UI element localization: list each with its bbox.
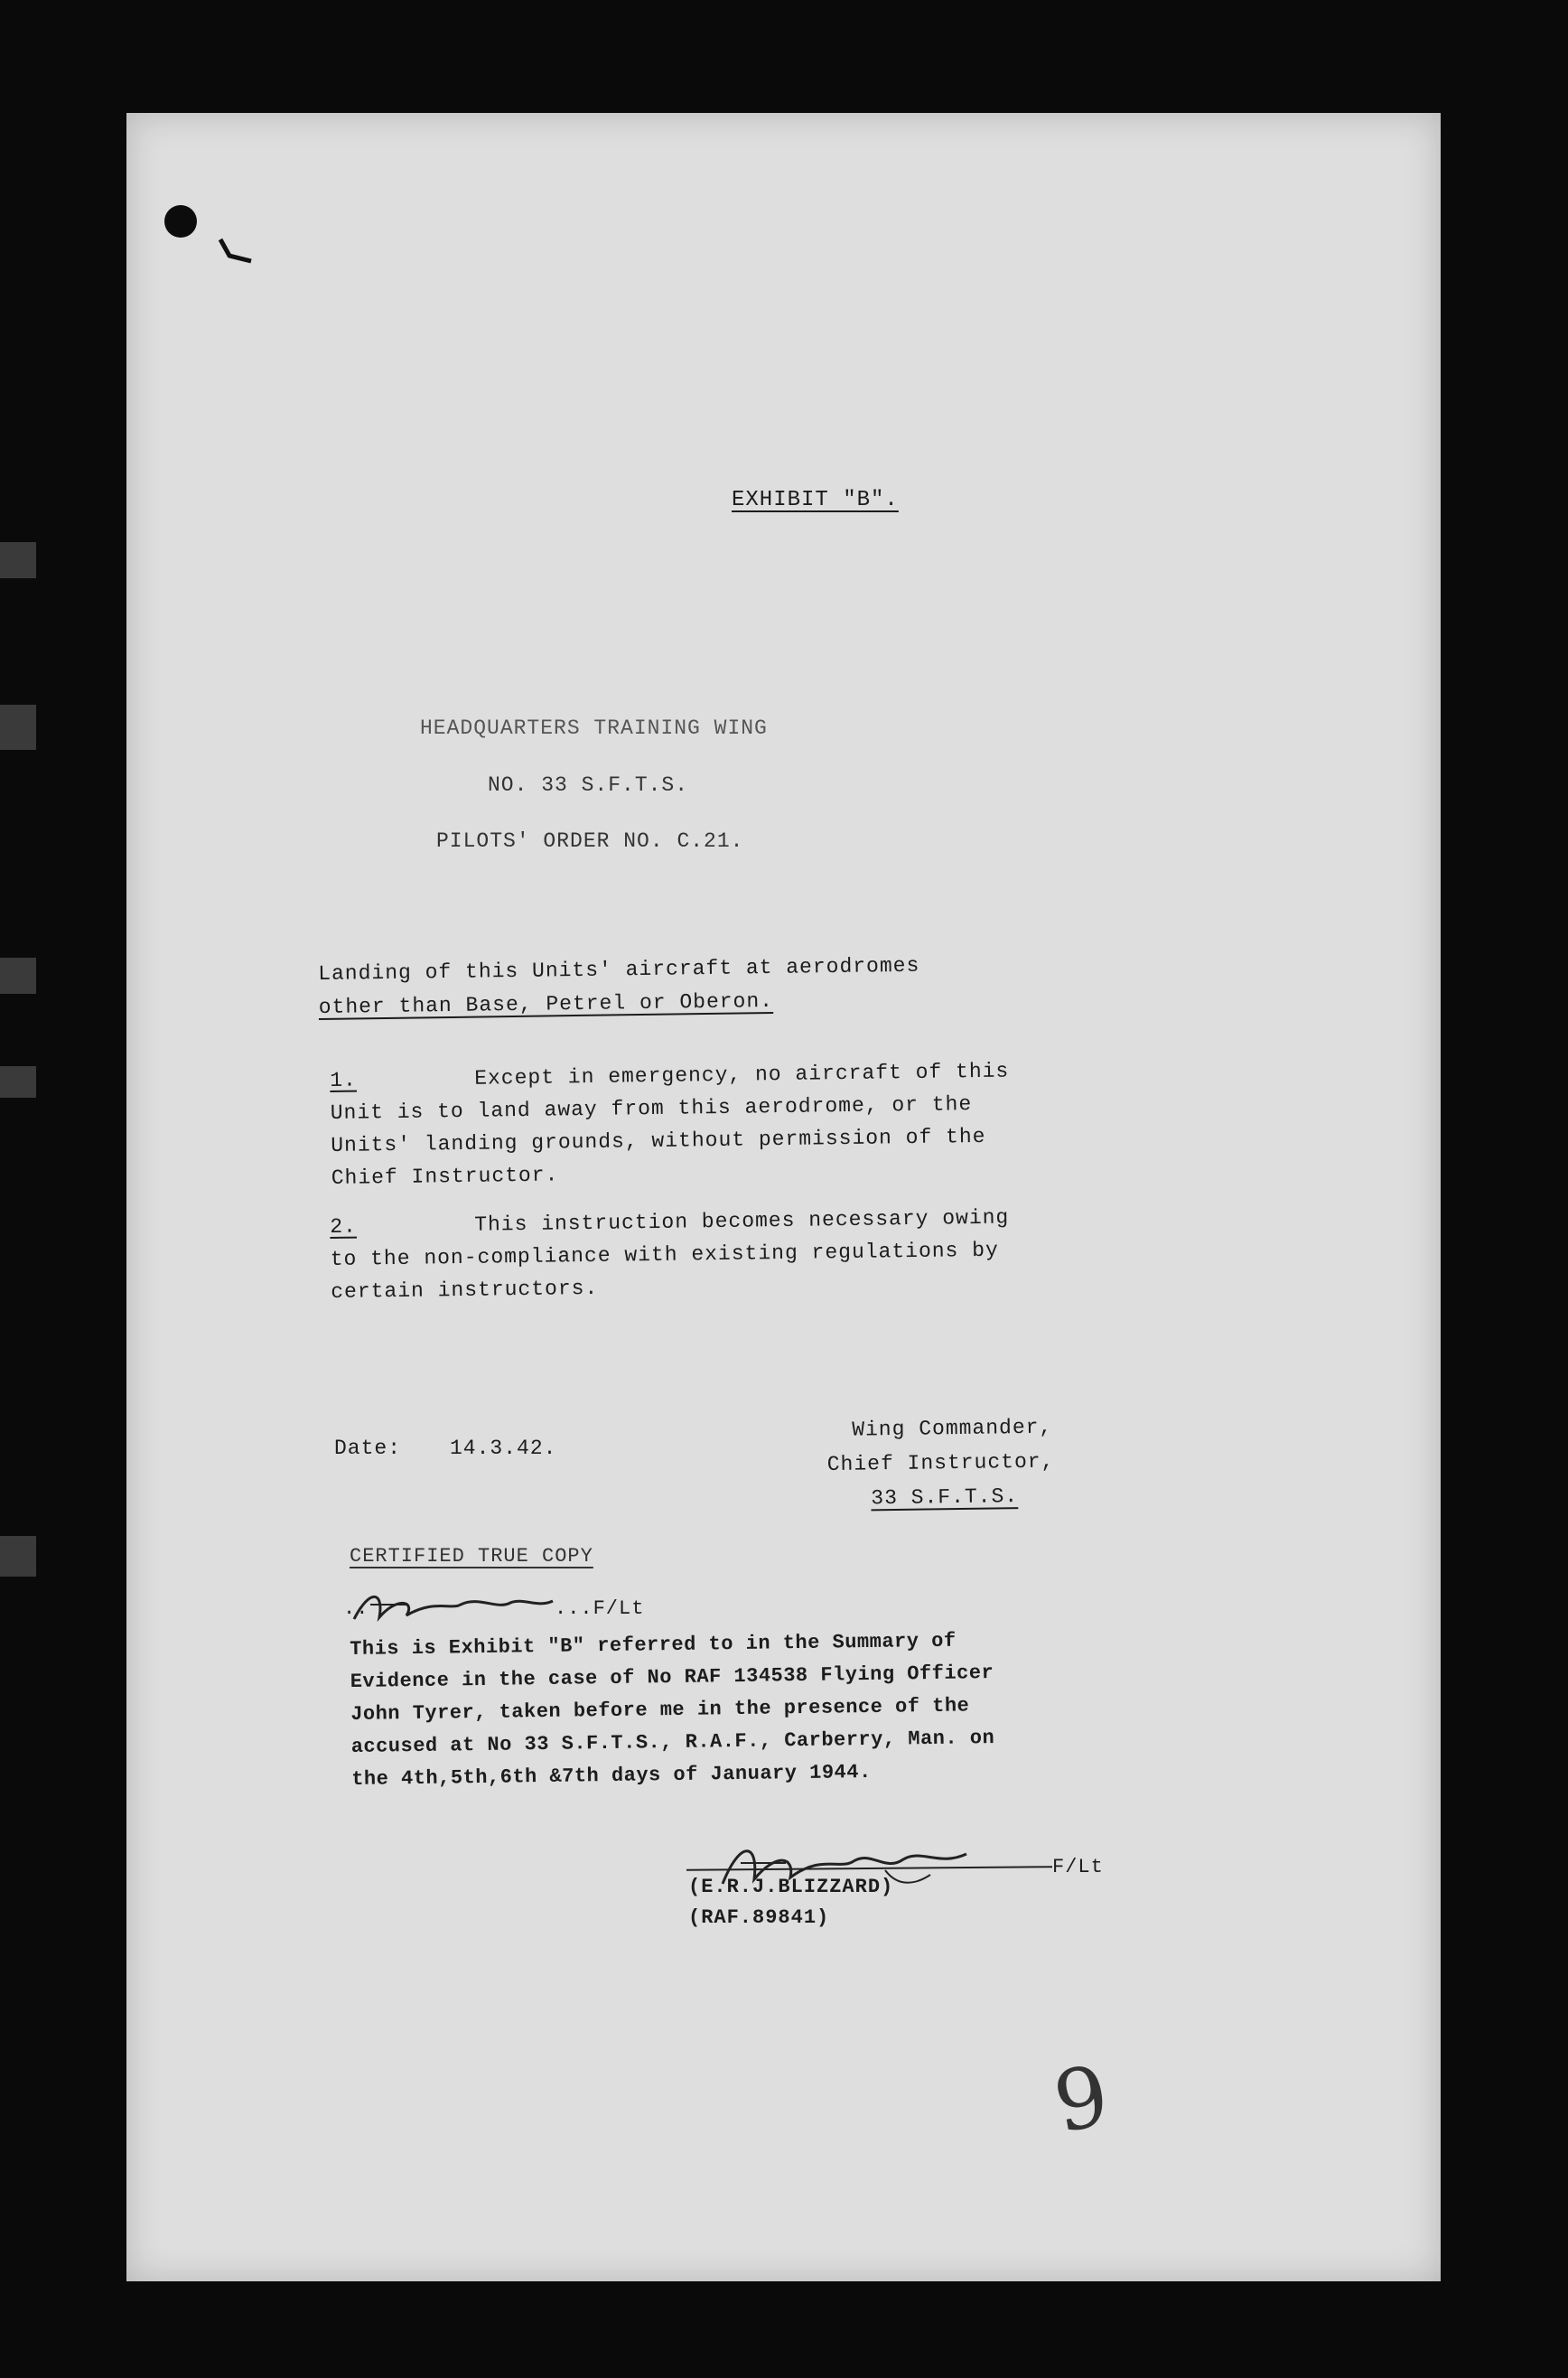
scan-edge-mark — [0, 542, 36, 578]
subject-heading — [318, 950, 920, 1025]
header-line-3: PILOTS' ORDER NO. C.21. — [436, 829, 744, 853]
paragraph-1 — [330, 1053, 1108, 1194]
scan-edge-mark — [0, 958, 36, 994]
signatory-line-1: Wing Commander, — [852, 1415, 1053, 1442]
attestation-line-4: accused at No 33 S.F.T.S., R.A.F., Carberry, Man. on — [350, 1727, 995, 1758]
ink-mark-icon — [217, 238, 255, 265]
scan-edge-mark — [0, 1536, 36, 1577]
subject-line-2: other than Base, Petrel or Oberon. — [318, 988, 774, 1019]
page-number: 9 — [1047, 2046, 1117, 2152]
date-label: Date: — [334, 1437, 402, 1460]
paragraph-2-line-3: certain instructors. — [331, 1276, 599, 1304]
certified-dots: .. — [343, 1597, 369, 1620]
certified-true-copy: CERTIFIED TRUE COPY — [350, 1545, 593, 1568]
signatory-line-2: Chief Instructor, — [826, 1449, 1055, 1477]
attestation-line-3: John Tyrer, taken before me in the presence of the — [350, 1694, 970, 1726]
signer-rank: F/Lt — [1052, 1856, 1104, 1878]
attestation-text — [350, 1622, 1164, 1796]
punch-hole — [164, 205, 197, 238]
certified-rank: ...F/Lt — [555, 1597, 645, 1620]
signer-service-number: (RAF.89841) — [688, 1906, 830, 1929]
attestation-line-1: This is Exhibit "B" referred to in the Summary of — [350, 1629, 957, 1661]
signatory-block — [700, 1410, 1055, 1518]
header-line-1: HEADQUARTERS TRAINING WING — [420, 716, 768, 740]
header-line-2: NO. 33 S.F.T.S. — [488, 773, 689, 797]
attestation-line-2: Evidence in the case of No RAF 134538 Flying Officer — [350, 1662, 994, 1693]
paragraph-1-line-4: Chief Instructor. — [331, 1163, 559, 1190]
exhibit-heading: EXHIBIT "B". — [732, 488, 899, 512]
paragraph-1-line-1: Except in emergency, no aircraft of this — [474, 1059, 1010, 1091]
paragraph-2-line-2: to the non-compliance with existing regulations by — [330, 1238, 999, 1271]
paragraph-2 — [330, 1200, 1107, 1308]
paragraph-1-line-3: Units' landing grounds, without permission of the — [331, 1124, 986, 1157]
date-value: 14.3.42. — [450, 1437, 557, 1460]
signatory-line-3: 33 S.F.T.S. — [871, 1484, 1019, 1511]
paragraph-1-number: 1. — [330, 1068, 358, 1092]
paragraph-1-line-2: Unit is to land away from this aerodrome, or the — [330, 1092, 973, 1125]
handwritten-signature — [343, 1583, 560, 1628]
document-page — [126, 113, 1441, 2281]
paragraph-2-line-1: This instruction becomes necessary owing — [474, 1205, 1010, 1237]
signer-name: (E.R.J.BLIZZARD) — [688, 1876, 894, 1898]
scan-edge-mark — [0, 705, 36, 750]
scan-edge-mark — [0, 1066, 36, 1098]
attestation-line-5: the 4th,5th,6th &7th days of January 1944. — [351, 1760, 872, 1791]
paragraph-2-number: 2. — [330, 1214, 358, 1239]
subject-line-1: Landing of this Units' aircraft at aerodromes — [318, 953, 920, 986]
